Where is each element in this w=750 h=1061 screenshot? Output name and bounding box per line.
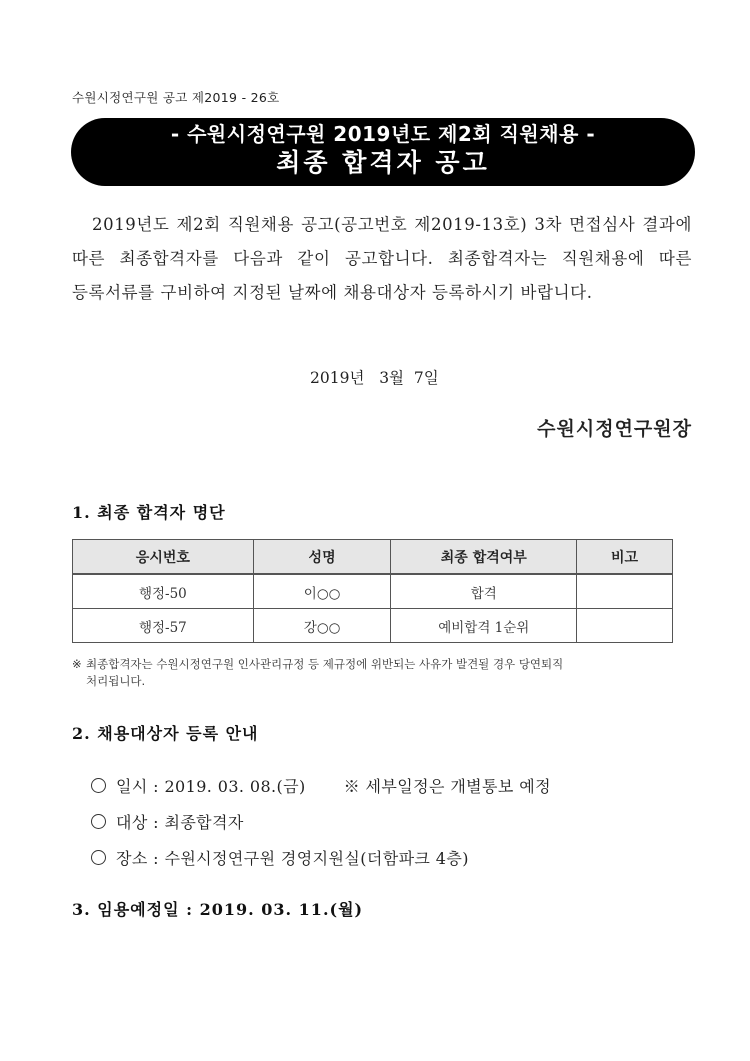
table-row [73,609,673,643]
cell-exam-number: 행정-57 [73,609,254,643]
circle-bullet-icon [91,850,106,865]
column-header-name: 성명 [253,540,391,575]
note-text-line1: 최종합격자는 수원시정연구원 인사관리규정 등 제규정에 위반되는 사유가 발견될 경우 당연퇴직 [86,657,564,671]
disqualification-note [72,656,692,690]
cell-remarks [577,609,673,643]
final-results-table [72,539,673,643]
section2-title: 2. 채용대상자 등록 안내 [72,724,259,743]
title-banner [71,118,695,186]
cell-exam-number: 행정-50 [73,574,254,609]
reference-mark-icon: ※ [72,657,82,671]
registration-location-item [80,827,469,869]
registration-date-text: 일시 : 2019. 03. 08.(금) [115,777,306,796]
banner-title: 최종 합격자 공고 [276,148,490,177]
cell-result: 예비합격 1순위 [391,609,577,643]
announcement-date: 2019년 3월 7일 [310,369,439,387]
signer: 수원시정연구원장 [537,418,692,440]
column-header-result: 최종 합격여부 [391,540,577,575]
cell-result: 합격 [391,574,577,609]
document-number: 수원시정연구원 공고 제2019 - 26호 [72,90,280,105]
section1-title: 1. 최종 합격자 명단 [72,503,226,522]
banner-subtitle: - 수원시정연구원 2019년도 제2회 직원채용 - [170,122,596,146]
column-header-remarks: 비고 [577,540,673,575]
table-header-row [73,540,673,575]
table-row [73,574,673,609]
schedule-note: ※ 세부일정은 개별통보 예정 [343,777,551,796]
registration-location-text: 장소 : 수원시정연구원 경영지원실(더함파크 4층) [115,849,469,868]
registration-target-text: 대상 : 최종합격자 [115,813,244,832]
cell-name: 강○○ [253,609,391,643]
cell-name: 이○○ [253,574,391,609]
cell-remarks [577,574,673,609]
column-header-exam-number: 응시번호 [73,540,254,575]
section3-appointment-date: 3. 임용예정일 : 2019. 03. 11.(월) [72,900,364,919]
note-text-line2: 처리됩니다. [86,674,146,688]
intro-paragraph: 2019년도 제2회 직원채용 공고(공고번호 제2019-13호) 3차 면접심사 결과에 따른 최종합격자를 다음과 같이 공고합니다. 최종합격자는 직원채용에 따른 등록서류를 구비하여 지정된 날짜에 채용대상자 등록하시기 바랍니다. [72,215,692,302]
